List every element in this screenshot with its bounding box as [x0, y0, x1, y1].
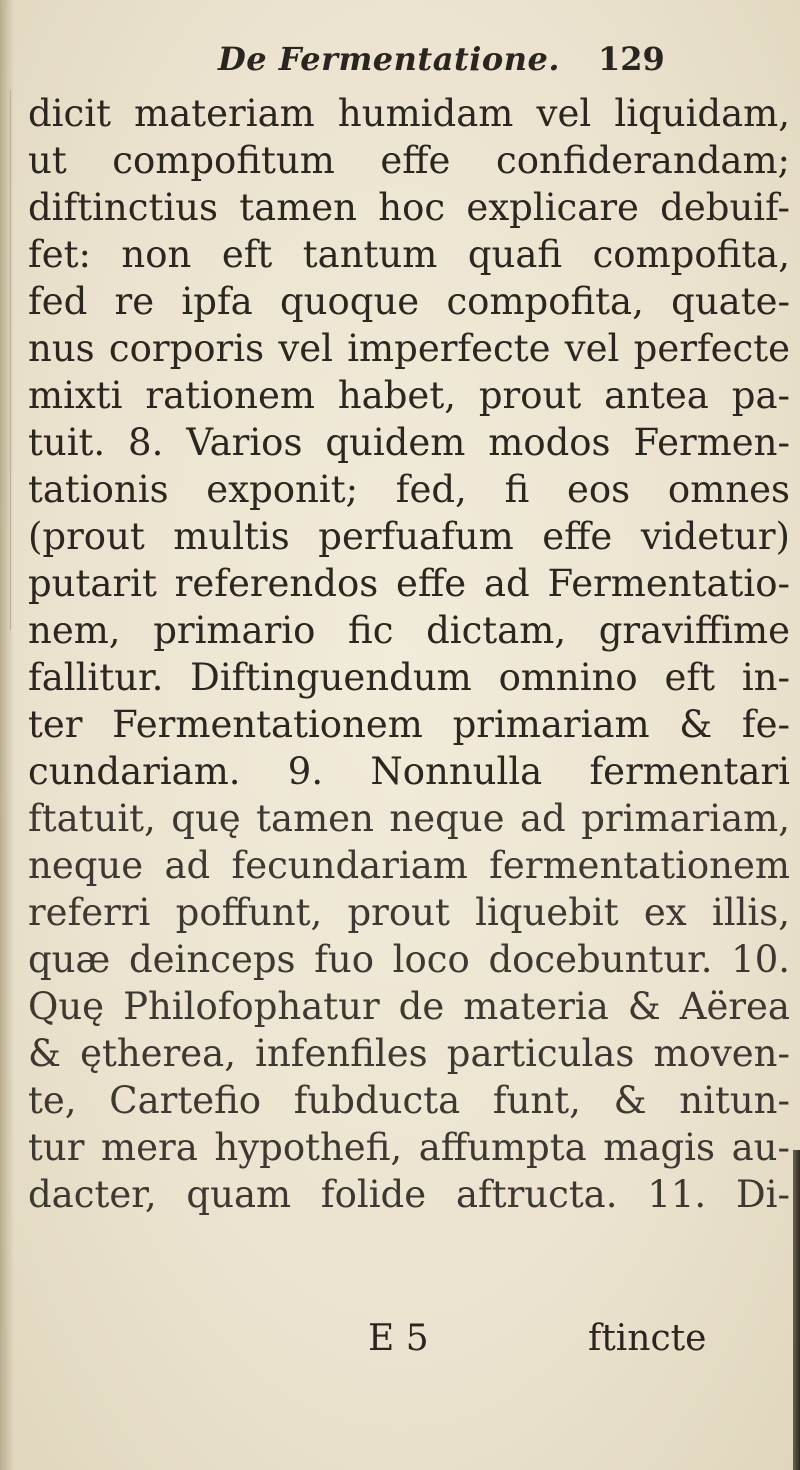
text-line: nus corporis vel imperfecte vel perfecte	[28, 327, 790, 370]
text-line: cundariam. 9. Nonnulla fermentari	[28, 750, 790, 793]
page-number: 129	[598, 40, 665, 78]
text-line: mixti rationem habet, prout antea pa-	[28, 374, 790, 417]
text-line: tur mera hypothefi, affumpta magis au-	[28, 1126, 790, 1169]
gutter-rule	[10, 90, 11, 630]
text-line: (prout multis perfuafum effe videtur)	[28, 515, 790, 558]
running-title: De Fermentatione.	[218, 40, 560, 78]
text-line: referri poffunt, prout liquebit ex illis,	[28, 891, 790, 934]
text-line: ut compofitum effe confiderandam;	[28, 139, 790, 182]
text-line: tationis exponit; fed, fi eos omnes	[28, 468, 790, 511]
text-line: neque ad fecundariam fermentationem	[28, 844, 790, 887]
text-line: putarit referendos effe ad Fermentatio-	[28, 562, 790, 605]
gutter-shadow	[0, 0, 14, 1470]
page-edge	[793, 1150, 800, 1470]
text-line: & ętherea, infenfiles particulas moven-	[28, 1032, 790, 1075]
text-line: te, Cartefio fubducta funt, & nitun-	[28, 1079, 790, 1122]
text-line: nem, primario fic dictam, graviffime	[28, 609, 790, 652]
page-footer	[0, 1318, 800, 1366]
text-line: fet: non eft tantum quafi compofita,	[28, 233, 790, 276]
text-line: fed re ipfa quoque compofita, quate-	[28, 280, 790, 323]
text-line: dacter, quam folide aftructa. 11. Di-	[28, 1173, 790, 1216]
text-line: ftatuit, quę tamen neque ad primariam,	[28, 797, 790, 840]
text-line: diftinctius tamen hoc explicare debuif-	[28, 186, 790, 229]
page-header	[0, 36, 800, 84]
catchword: ftincte	[588, 1318, 707, 1359]
body-text	[28, 90, 790, 1218]
text-line: dicit materiam humidam vel liquidam,	[28, 92, 790, 135]
text-line: ter Fermentationem primariam & fe-	[28, 703, 790, 746]
signature-mark: E 5	[368, 1318, 429, 1359]
text-line: Quę Philofophatur de materia & Aërea	[28, 985, 790, 1028]
text-line: tuit. 8. Varios quidem modos Fermen-	[28, 421, 790, 464]
text-line: fallitur. Diftinguendum omnino eft in-	[28, 656, 790, 699]
text-line: quæ deinceps fuo loco docebuntur. 10.	[28, 938, 790, 981]
